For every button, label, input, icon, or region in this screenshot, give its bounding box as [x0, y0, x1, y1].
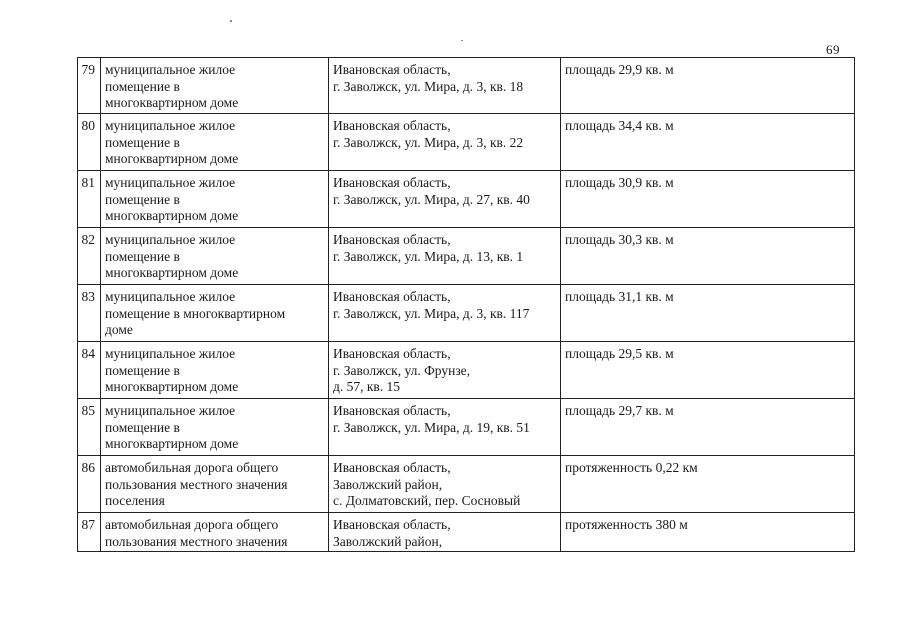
- table-row: [78, 114, 855, 171]
- table-row: [78, 285, 855, 342]
- row-number: 80: [78, 114, 101, 171]
- table-row: [78, 399, 855, 456]
- object-address: Ивановская область, г. Заволжск, ул. Мира, д. 27, кв. 40: [329, 171, 561, 228]
- scan-speck: [461, 40, 463, 41]
- table-row: [78, 228, 855, 285]
- object-address: Ивановская область, Заволжский район, с. Долматовский, пер. Сосновый: [329, 456, 561, 513]
- scan-speck: [230, 20, 232, 22]
- row-number: 81: [78, 171, 101, 228]
- object-characteristic: площадь 31,1 кв. м: [561, 285, 855, 342]
- page-number: 69: [826, 42, 840, 57]
- object-address: Ивановская область, г. Заволжск, ул. Фрунзе, д. 57, кв. 15: [329, 342, 561, 399]
- object-characteristic: протяженность 0,22 км: [561, 456, 855, 513]
- row-number: 87: [78, 513, 101, 552]
- row-number: 82: [78, 228, 101, 285]
- object-address: Ивановская область, г. Заволжск, ул. Мира, д. 19, кв. 51: [329, 399, 561, 456]
- object-address: Ивановская область, г. Заволжск, ул. Мира, д. 3, кв. 18: [329, 58, 561, 114]
- object-name: муниципальное жилое помещение в многоквартирном доме: [101, 114, 329, 171]
- object-name: муниципальное жилое помещение в многоквартирном доме: [101, 58, 329, 114]
- property-registry-table: [77, 57, 855, 552]
- table-row: [78, 58, 855, 114]
- object-name: муниципальное жилое помещение в многоквартирном доме: [101, 285, 329, 342]
- table-row: [78, 171, 855, 228]
- row-number: 85: [78, 399, 101, 456]
- row-number: 83: [78, 285, 101, 342]
- object-name: муниципальное жилое помещение в многоквартирном доме: [101, 228, 329, 285]
- object-name: муниципальное жилое помещение в многоквартирном доме: [101, 399, 329, 456]
- object-name: муниципальное жилое помещение в многоквартирном доме: [101, 342, 329, 399]
- object-name: муниципальное жилое помещение в многоквартирном доме: [101, 171, 329, 228]
- object-address: Ивановская область, г. Заволжск, ул. Мира, д. 3, кв. 117: [329, 285, 561, 342]
- object-characteristic: протяженность 380 м: [561, 513, 855, 552]
- object-characteristic: площадь 29,7 кв. м: [561, 399, 855, 456]
- object-address: Ивановская область, г. Заволжск, ул. Мира, д. 3, кв. 22: [329, 114, 561, 171]
- object-characteristic: площадь 30,9 кв. м: [561, 171, 855, 228]
- object-address: Ивановская область, Заволжский район,: [329, 513, 561, 552]
- object-characteristic: площадь 29,9 кв. м: [561, 58, 855, 114]
- object-name: автомобильная дорога общего пользования местного значения: [101, 513, 329, 552]
- row-number: 79: [78, 58, 101, 114]
- object-characteristic: площадь 34,4 кв. м: [561, 114, 855, 171]
- object-characteristic: площадь 30,3 кв. м: [561, 228, 855, 285]
- table-row: [78, 513, 855, 552]
- table-row: [78, 456, 855, 513]
- table-row: [78, 342, 855, 399]
- object-address: Ивановская область, г. Заволжск, ул. Мира, д. 13, кв. 1: [329, 228, 561, 285]
- row-number: 86: [78, 456, 101, 513]
- object-name: автомобильная дорога общего пользования местного значения поселения: [101, 456, 329, 513]
- object-characteristic: площадь 29,5 кв. м: [561, 342, 855, 399]
- row-number: 84: [78, 342, 101, 399]
